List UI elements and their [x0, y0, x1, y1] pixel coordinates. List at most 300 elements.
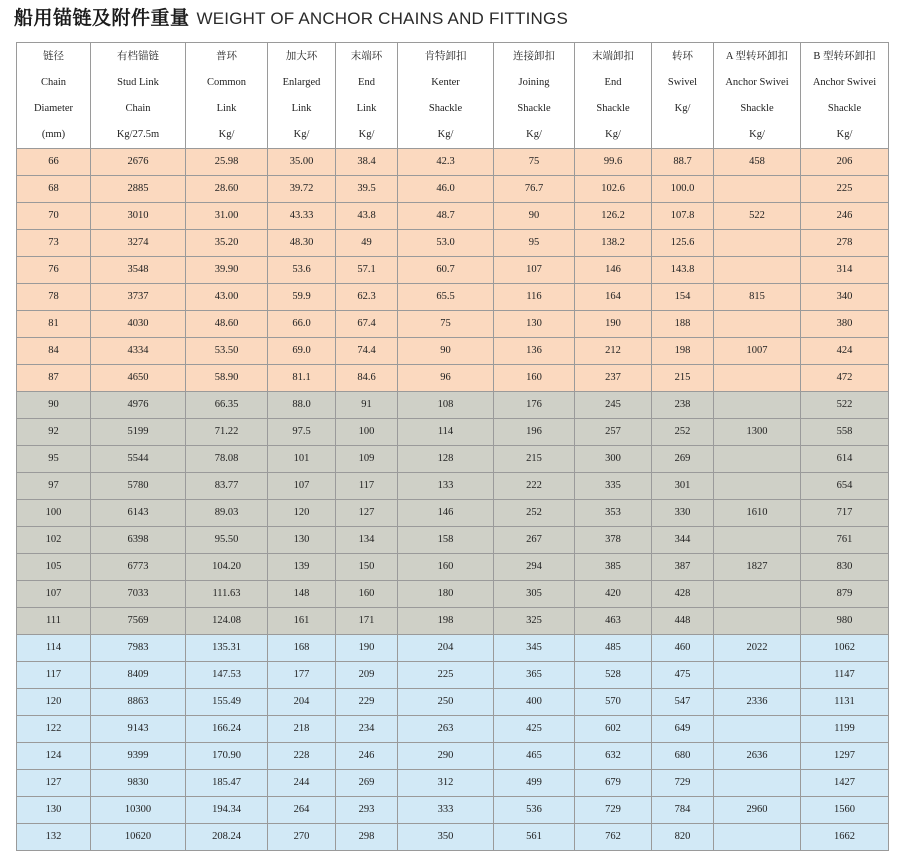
table-cell: 89.03 — [186, 500, 268, 527]
table-cell: 124.08 — [186, 608, 268, 635]
table-cell: 9830 — [91, 770, 186, 797]
table-row — [17, 284, 889, 311]
table-cell: 95 — [494, 230, 575, 257]
table-cell: 88.0 — [268, 392, 336, 419]
table-cell — [714, 230, 801, 257]
column-header-line: Enlarged — [282, 76, 321, 88]
table-cell: 75 — [398, 311, 494, 338]
table-row — [17, 176, 889, 203]
table-cell: 3737 — [91, 284, 186, 311]
table-cell: 314 — [801, 257, 889, 284]
column-header-line: 肯特卸扣 — [424, 50, 467, 62]
table-cell: 1131 — [801, 689, 889, 716]
table-cell: 166.24 — [186, 716, 268, 743]
table-cell: 108 — [398, 392, 494, 419]
table-cell: 448 — [652, 608, 714, 635]
table-cell: 39.5 — [336, 176, 398, 203]
table-cell: 177 — [268, 662, 336, 689]
column-header — [801, 43, 889, 149]
table-cell: 53.50 — [186, 338, 268, 365]
table-cell: 196 — [494, 419, 575, 446]
column-header-line: Kg/ — [605, 128, 621, 140]
table-cell: 66 — [17, 149, 91, 176]
table-cell: 48.30 — [268, 230, 336, 257]
table-row — [17, 608, 889, 635]
column-header-line: 有档锚链 — [117, 50, 159, 62]
table-cell: 204 — [268, 689, 336, 716]
table-row — [17, 527, 889, 554]
table-row — [17, 203, 889, 230]
table-cell: 350 — [398, 824, 494, 851]
table-cell: 3010 — [91, 203, 186, 230]
table-cell: 264 — [268, 797, 336, 824]
table-cell: 60.7 — [398, 257, 494, 284]
table-cell: 39.90 — [186, 257, 268, 284]
table-cell — [714, 392, 801, 419]
table-cell: 120 — [268, 500, 336, 527]
table-cell: 111 — [17, 608, 91, 635]
table-row — [17, 257, 889, 284]
table-cell: 90 — [494, 203, 575, 230]
table-cell: 3274 — [91, 230, 186, 257]
title-english: WEIGHT OF ANCHOR CHAINS AND FITTINGS — [196, 9, 568, 28]
column-header-line: Kg/ — [293, 128, 310, 140]
table-cell: 2022 — [714, 635, 801, 662]
table-cell: 143.8 — [652, 257, 714, 284]
anchor-chain-weight-table — [16, 42, 889, 851]
table-cell: 81 — [17, 311, 91, 338]
table-cell: 100 — [336, 419, 398, 446]
table-cell: 65.5 — [398, 284, 494, 311]
table-cell: 300 — [575, 446, 652, 473]
table-cell: 105 — [17, 554, 91, 581]
header-row — [17, 43, 889, 149]
table-cell: 1300 — [714, 419, 801, 446]
table-cell: 7033 — [91, 581, 186, 608]
column-header-line: Kg/ — [674, 102, 691, 114]
column-header-line: Kg/ — [218, 128, 235, 140]
table-cell: 114 — [17, 635, 91, 662]
column-header-line: End — [604, 76, 622, 88]
table-cell: 6143 — [91, 500, 186, 527]
table-cell: 400 — [494, 689, 575, 716]
table-cell — [714, 716, 801, 743]
column-header — [652, 43, 714, 149]
table-cell: 135.31 — [186, 635, 268, 662]
table-cell: 43.00 — [186, 284, 268, 311]
column-header — [714, 43, 801, 149]
table-cell: 252 — [652, 419, 714, 446]
table-cell: 42.3 — [398, 149, 494, 176]
table-cell: 1560 — [801, 797, 889, 824]
table-cell: 150 — [336, 554, 398, 581]
table-cell: 2676 — [91, 149, 186, 176]
column-header-line: Kg/ — [526, 128, 542, 140]
table-cell: 66.0 — [268, 311, 336, 338]
column-header-line: Chain — [40, 76, 67, 88]
table-cell: 485 — [575, 635, 652, 662]
table-cell: 10300 — [91, 797, 186, 824]
table-cell: 107 — [494, 257, 575, 284]
table-cell: 73 — [17, 230, 91, 257]
table-cell: 130 — [494, 311, 575, 338]
table-cell: 246 — [336, 743, 398, 770]
table-cell: 475 — [652, 662, 714, 689]
table-cell: 4334 — [91, 338, 186, 365]
table-cell: 76.7 — [494, 176, 575, 203]
table-cell: 9143 — [91, 716, 186, 743]
table-cell: 74.4 — [336, 338, 398, 365]
table-cell: 97.5 — [268, 419, 336, 446]
table-cell: 269 — [652, 446, 714, 473]
column-header-line: 链径 — [43, 50, 64, 62]
column-header-line: Chain — [125, 102, 151, 114]
column-header-line: 末端环 — [350, 50, 383, 62]
table-cell: 7569 — [91, 608, 186, 635]
table-cell: 305 — [494, 581, 575, 608]
table-cell: 1610 — [714, 500, 801, 527]
column-header-line: 加大环 — [285, 50, 318, 62]
table-cell: 2885 — [91, 176, 186, 203]
table-cell: 729 — [652, 770, 714, 797]
table-cell: 465 — [494, 743, 575, 770]
table-cell: 84.6 — [336, 365, 398, 392]
table-cell: 120 — [17, 689, 91, 716]
table-cell: 132 — [17, 824, 91, 851]
column-header-line: B 型转环卸扣 — [813, 50, 876, 62]
table-cell: 4030 — [91, 311, 186, 338]
column-header-line: Diameter — [33, 102, 74, 114]
table-cell: 680 — [652, 743, 714, 770]
table-cell: 43.33 — [268, 203, 336, 230]
table-cell: 104.20 — [186, 554, 268, 581]
table-cell: 62.3 — [336, 284, 398, 311]
table-cell: 2636 — [714, 743, 801, 770]
table-cell: 84 — [17, 338, 91, 365]
table-cell: 6398 — [91, 527, 186, 554]
table-row — [17, 338, 889, 365]
table-cell: 246 — [801, 203, 889, 230]
table-cell: 130 — [268, 527, 336, 554]
table-cell: 472 — [801, 365, 889, 392]
table-cell: 114 — [398, 419, 494, 446]
table-cell: 4976 — [91, 392, 186, 419]
table-cell: 136 — [494, 338, 575, 365]
table-cell: 160 — [398, 554, 494, 581]
table-cell: 301 — [652, 473, 714, 500]
table-cell: 48.60 — [186, 311, 268, 338]
table-cell: 225 — [801, 176, 889, 203]
table-cell: 67.4 — [336, 311, 398, 338]
table-cell: 298 — [336, 824, 398, 851]
column-header — [186, 43, 268, 149]
table-cell: 107.8 — [652, 203, 714, 230]
table-row — [17, 797, 889, 824]
table-cell: 95 — [17, 446, 91, 473]
table-cell: 602 — [575, 716, 652, 743]
table-cell: 43.8 — [336, 203, 398, 230]
table-cell — [714, 365, 801, 392]
table-row — [17, 149, 889, 176]
table-cell: 365 — [494, 662, 575, 689]
column-header-line: Shackle — [827, 102, 862, 114]
table-cell — [714, 446, 801, 473]
table-cell: 170.90 — [186, 743, 268, 770]
table-cell: 252 — [494, 500, 575, 527]
column-header — [336, 43, 398, 149]
table-cell: 53.6 — [268, 257, 336, 284]
table-cell: 269 — [336, 770, 398, 797]
table-cell: 218 — [268, 716, 336, 743]
table-cell: 128 — [398, 446, 494, 473]
table-cell: 130 — [17, 797, 91, 824]
column-header-line: End — [358, 76, 375, 88]
table-cell: 139 — [268, 554, 336, 581]
table-cell: 522 — [714, 203, 801, 230]
table-cell: 38.4 — [336, 149, 398, 176]
table-cell: 39.72 — [268, 176, 336, 203]
table-cell: 7983 — [91, 635, 186, 662]
table-cell: 717 — [801, 500, 889, 527]
table-cell: 57.1 — [336, 257, 398, 284]
table-cell: 215 — [652, 365, 714, 392]
table-cell: 76 — [17, 257, 91, 284]
table-cell: 102.6 — [575, 176, 652, 203]
table-cell: 463 — [575, 608, 652, 635]
table-cell: 87 — [17, 365, 91, 392]
table-cell — [714, 770, 801, 797]
table-cell: 102 — [17, 527, 91, 554]
table-cell: 250 — [398, 689, 494, 716]
column-header — [17, 43, 91, 149]
table-cell: 146 — [398, 500, 494, 527]
table-row — [17, 419, 889, 446]
table-cell: 345 — [494, 635, 575, 662]
table-cell: 244 — [268, 770, 336, 797]
table-row — [17, 473, 889, 500]
table-cell: 340 — [801, 284, 889, 311]
table-cell: 100 — [17, 500, 91, 527]
table-cell — [714, 473, 801, 500]
table-cell: 980 — [801, 608, 889, 635]
table-cell: 561 — [494, 824, 575, 851]
table-cell: 385 — [575, 554, 652, 581]
table-cell: 215 — [494, 446, 575, 473]
column-header-line: (mm) — [41, 128, 66, 140]
table-cell: 49 — [336, 230, 398, 257]
table-cell: 5199 — [91, 419, 186, 446]
table-cell: 158 — [398, 527, 494, 554]
table-cell: 815 — [714, 284, 801, 311]
table-row — [17, 581, 889, 608]
table-cell: 78 — [17, 284, 91, 311]
table-cell: 570 — [575, 689, 652, 716]
table-cell: 1827 — [714, 554, 801, 581]
table-cell: 124 — [17, 743, 91, 770]
table-cell: 245 — [575, 392, 652, 419]
column-header-line: Common — [206, 76, 247, 88]
table-cell: 75 — [494, 149, 575, 176]
table-cell: 58.90 — [186, 365, 268, 392]
column-header-line: Stud Link — [117, 76, 159, 88]
table-cell: 237 — [575, 365, 652, 392]
table-cell: 229 — [336, 689, 398, 716]
column-header-line: Kg/ — [836, 128, 853, 140]
table-cell: 784 — [652, 797, 714, 824]
table-cell: 378 — [575, 527, 652, 554]
table-cell: 820 — [652, 824, 714, 851]
column-header — [268, 43, 336, 149]
column-header-line: Swivel — [667, 76, 698, 88]
table-cell: 6773 — [91, 554, 186, 581]
table-cell: 333 — [398, 797, 494, 824]
table-cell: 344 — [652, 527, 714, 554]
table-cell — [714, 581, 801, 608]
table-cell: 171 — [336, 608, 398, 635]
table-cell: 654 — [801, 473, 889, 500]
table-cell: 180 — [398, 581, 494, 608]
table-cell: 188 — [652, 311, 714, 338]
table-cell: 95.50 — [186, 527, 268, 554]
table-cell: 97 — [17, 473, 91, 500]
table-row — [17, 500, 889, 527]
table-cell: 146 — [575, 257, 652, 284]
table-cell: 100.0 — [652, 176, 714, 203]
table-cell: 117 — [17, 662, 91, 689]
column-header-line: Anchor Swivei — [725, 76, 789, 88]
table-cell: 312 — [398, 770, 494, 797]
table-cell: 109 — [336, 446, 398, 473]
table-cell: 294 — [494, 554, 575, 581]
table-cell — [714, 176, 801, 203]
table-cell: 649 — [652, 716, 714, 743]
table-cell: 66.35 — [186, 392, 268, 419]
table-row — [17, 770, 889, 797]
table-cell: 228 — [268, 743, 336, 770]
table-cell: 25.98 — [186, 149, 268, 176]
table-cell: 48.7 — [398, 203, 494, 230]
table-cell: 28.60 — [186, 176, 268, 203]
table-cell: 499 — [494, 770, 575, 797]
table-cell: 761 — [801, 527, 889, 554]
table-cell: 425 — [494, 716, 575, 743]
table-cell: 238 — [652, 392, 714, 419]
table-cell: 387 — [652, 554, 714, 581]
table-cell: 107 — [17, 581, 91, 608]
table-row — [17, 311, 889, 338]
table-cell: 204 — [398, 635, 494, 662]
table-cell: 31.00 — [186, 203, 268, 230]
table-cell: 4650 — [91, 365, 186, 392]
table-cell: 59.9 — [268, 284, 336, 311]
column-header-line: Kenter — [431, 76, 460, 88]
table-cell: 206 — [801, 149, 889, 176]
table-cell: 160 — [336, 581, 398, 608]
table-cell: 1062 — [801, 635, 889, 662]
table-cell: 91 — [336, 392, 398, 419]
table-cell: 154 — [652, 284, 714, 311]
table-row — [17, 392, 889, 419]
table-cell: 81.1 — [268, 365, 336, 392]
table-cell: 101 — [268, 446, 336, 473]
table-cell: 293 — [336, 797, 398, 824]
column-header-line: Joining — [518, 76, 550, 88]
table-cell: 90 — [398, 338, 494, 365]
table-cell: 335 — [575, 473, 652, 500]
table-cell: 428 — [652, 581, 714, 608]
table-row — [17, 689, 889, 716]
table-cell: 290 — [398, 743, 494, 770]
table-cell: 257 — [575, 419, 652, 446]
table-cell — [714, 608, 801, 635]
table-cell: 380 — [801, 311, 889, 338]
column-header-line: 转环 — [672, 50, 693, 62]
table-cell: 5780 — [91, 473, 186, 500]
table-cell: 148 — [268, 581, 336, 608]
table-cell: 879 — [801, 581, 889, 608]
table-cell: 198 — [652, 338, 714, 365]
table-cell: 1147 — [801, 662, 889, 689]
table-cell: 185.47 — [186, 770, 268, 797]
table-cell: 168 — [268, 635, 336, 662]
table-cell: 536 — [494, 797, 575, 824]
table-row — [17, 743, 889, 770]
table-cell: 68 — [17, 176, 91, 203]
column-header — [398, 43, 494, 149]
table-cell: 325 — [494, 608, 575, 635]
table-cell: 8409 — [91, 662, 186, 689]
table-row — [17, 662, 889, 689]
table-cell: 116 — [494, 284, 575, 311]
table-cell: 353 — [575, 500, 652, 527]
table-cell: 155.49 — [186, 689, 268, 716]
table-cell: 35.00 — [268, 149, 336, 176]
table-cell: 1297 — [801, 743, 889, 770]
column-header-line: Kg/ — [749, 128, 765, 140]
table-cell: 92 — [17, 419, 91, 446]
table-cell: 222 — [494, 473, 575, 500]
table-cell: 78.08 — [186, 446, 268, 473]
table-cell: 762 — [575, 824, 652, 851]
table-cell: 267 — [494, 527, 575, 554]
column-header-line: Link — [356, 102, 377, 114]
table-cell: 83.77 — [186, 473, 268, 500]
table-cell: 2336 — [714, 689, 801, 716]
table-cell: 160 — [494, 365, 575, 392]
table-cell: 96 — [398, 365, 494, 392]
column-header-line: Kg/ — [437, 128, 454, 140]
table-cell: 125.6 — [652, 230, 714, 257]
table-cell: 117 — [336, 473, 398, 500]
table-row — [17, 554, 889, 581]
page-title — [14, 3, 568, 31]
column-header-line: 连接卸扣 — [513, 50, 555, 62]
column-header — [575, 43, 652, 149]
table-cell: 278 — [801, 230, 889, 257]
table-cell: 127 — [17, 770, 91, 797]
table-cell: 234 — [336, 716, 398, 743]
table-cell: 99.6 — [575, 149, 652, 176]
table-cell: 133 — [398, 473, 494, 500]
table-cell: 198 — [398, 608, 494, 635]
table-body — [17, 149, 889, 851]
table-cell: 111.63 — [186, 581, 268, 608]
table-cell: 126.2 — [575, 203, 652, 230]
table-cell: 190 — [336, 635, 398, 662]
table-cell: 3548 — [91, 257, 186, 284]
table-cell: 679 — [575, 770, 652, 797]
table-cell: 330 — [652, 500, 714, 527]
